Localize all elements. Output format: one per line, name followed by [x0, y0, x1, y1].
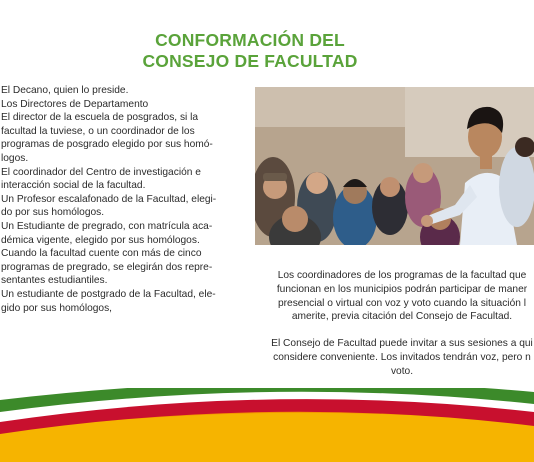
- members-line: démica vigente, elegido por sus homólogos.: [1, 234, 200, 246]
- members-line: interacción social de la facultad.: [1, 180, 146, 192]
- members-line: do por sus homólogos.: [1, 207, 105, 219]
- members-line: programas de posgrado elegido por sus homó-: [1, 139, 213, 151]
- members-line: El Decano, quien lo preside.: [1, 85, 129, 96]
- members-line: logos.: [1, 152, 29, 164]
- title-line-1: CONFORMACIÓN DEL: [155, 30, 345, 50]
- caption-line: considere conveniente. Los invitados tendrán voz, pero n: [273, 351, 531, 363]
- members-line: sentantes estudiantiles.: [1, 275, 108, 287]
- caption-line: El Consejo de Facultad puede invitar a sus sesiones a qui: [271, 338, 533, 350]
- caption-line: presencial o virtual con voz y voto cuando la situación l: [277, 297, 527, 309]
- decorative-stripes: [0, 388, 534, 462]
- council-members-list: [1, 84, 245, 315]
- caption-line: funcionan en los municipios podrán participar de maner: [276, 283, 528, 295]
- members-line: Los Directores de Departamento: [1, 98, 149, 110]
- title-line-2: CONSEJO DE FACULTAD: [142, 51, 358, 71]
- meeting-photo: [255, 87, 534, 245]
- members-line: facultad la tuviese, o un coordinador de los: [1, 125, 195, 137]
- members-line: programas de pregrado, se elegirán dos repre-: [1, 261, 213, 273]
- members-line: Cuando la facultad cuente con más de cinco: [1, 248, 202, 260]
- members-line: El coordinador del Centro de investigación e: [1, 166, 201, 178]
- members-line: El director de la escuela de posgrados, si la: [1, 112, 199, 124]
- caption-line: amerite, previa citación del Consejo de Facultad.: [291, 311, 513, 323]
- caption-paragraph-invitations: [257, 337, 534, 378]
- photo-caption: [257, 269, 534, 379]
- caption-paragraph-coordinators: [257, 269, 534, 324]
- members-line: Un Estudiante de pregrado, con matrícula aca-: [1, 220, 213, 232]
- members-line: Un Profesor escalafonado de la Facultad, elegi-: [1, 193, 217, 205]
- caption-line: voto.: [390, 365, 414, 377]
- page-title: [100, 30, 400, 72]
- members-line: gido por sus homólogos,: [1, 302, 112, 314]
- caption-line: Los coordinadores de los programas de la facultad que: [277, 270, 527, 281]
- members-line: Un estudiante de postgrado de la Facultad, ele-: [1, 288, 216, 300]
